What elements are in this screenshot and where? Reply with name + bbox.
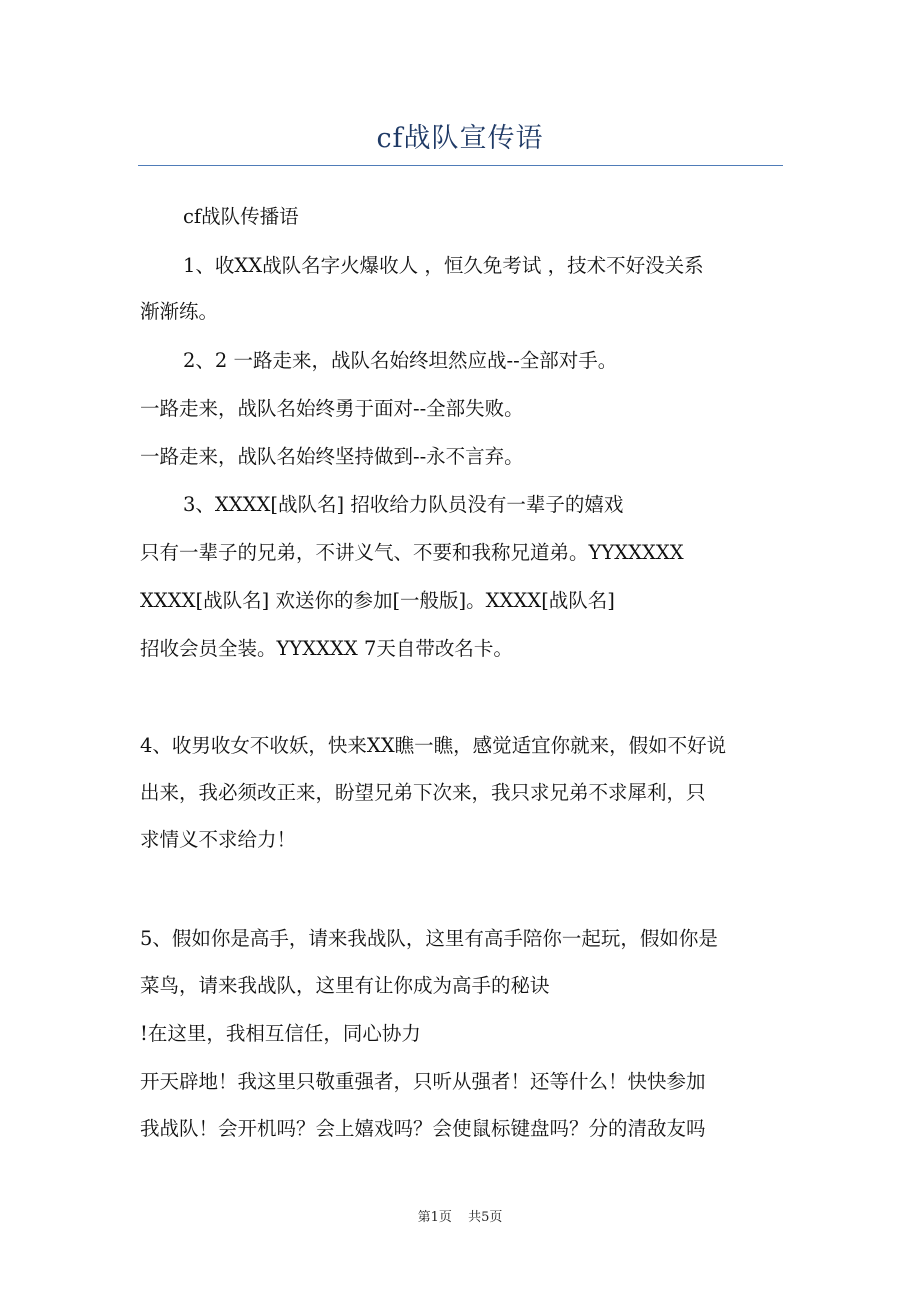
paragraph-line: 出来，我必须改正来，盼望兄弟下次来，我只求兄弟不求犀利，只 [140, 781, 706, 804]
page-number: 第1页 [417, 1210, 452, 1225]
paragraph-line: 1、收XX战队名字火爆收人 ，恒久免考试 ，技术不好没关系 [183, 254, 704, 277]
paragraph-line: 菜鸟，请来我战队，这里有让你成为高手的秘诀 [140, 974, 550, 997]
paragraph-line: cf战队传播语 [183, 205, 299, 228]
paragraph-line: 3、XXXX[战队名] 招收给力队员没有一辈子的嬉戏 [183, 493, 624, 516]
title-underline [138, 165, 783, 166]
page-footer [0, 1206, 920, 1225]
paragraph-line: 5、假如你是高手，请来我战队，这里有高手陪你一起玩，假如你是 [140, 927, 718, 950]
paragraph-line: 渐渐练。 [140, 300, 219, 323]
paragraph-line: 只有一辈子的兄弟，不讲义气、不要和我称兄道弟。YYXXXXX [140, 541, 684, 564]
paragraph-line: XXXX[战队名] 欢送你的参加[一般版]。XXXX[战队名] [140, 589, 615, 612]
page-total: 共5页 [468, 1210, 503, 1225]
paragraph-line: 开天辟地！我这里只敬重强者，只听从强者！还等什么！快快参加 [140, 1070, 706, 1093]
paragraph-line: 我战队！会开机吗？会上嬉戏吗？会使鼠标键盘吗？分的清敌友吗 [140, 1117, 706, 1140]
paragraph-line: 2、2 一路走来，战队名始终坦然应战--全部对手。 [183, 349, 618, 372]
paragraph-line: 一路走来，战队名始终坚持做到--永不言弃。 [140, 445, 524, 468]
paragraph-line: 招收会员全装。YYXXXX 7天自带改名卡。 [140, 637, 513, 660]
document-title: cf战队宣传语 [376, 123, 544, 154]
paragraph-line: 一路走来，战队名始终勇于面对--全部失败。 [140, 397, 524, 420]
paragraph-line: 4、收男收女不收妖，快来XX瞧一瞧，感觉适宜你就来，假如不好说 [140, 734, 727, 757]
paragraph-line: 求情义不求给力！ [140, 828, 297, 851]
paragraph-line: !在这里，我相互信任，同心协力 [140, 1022, 421, 1045]
